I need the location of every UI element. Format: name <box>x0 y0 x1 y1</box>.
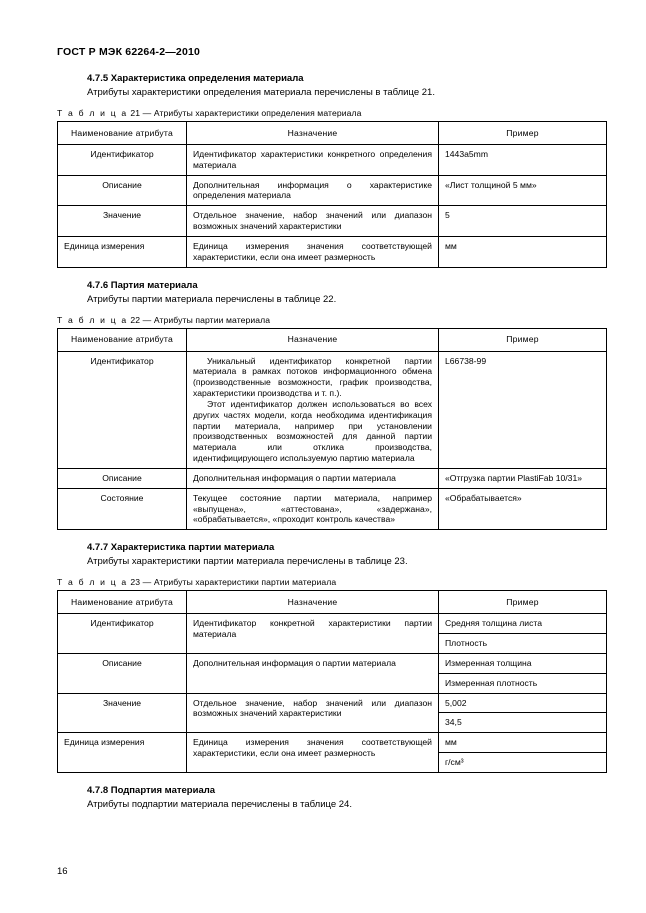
table-23 <box>57 590 607 773</box>
table-row <box>58 145 607 176</box>
table-row <box>58 653 607 673</box>
cell-attribute-example: мм <box>439 733 607 753</box>
table-row <box>58 468 607 488</box>
table-21 <box>57 121 607 268</box>
column-header-example: Пример <box>439 122 607 145</box>
clause-intro-4-7-8: Атрибуты подпартии материала перечислены в таблице 24. <box>87 798 352 810</box>
table-caption-text: — Атрибуты партии материала <box>142 314 271 325</box>
table-caption-21 <box>57 108 591 118</box>
table-row <box>58 206 607 237</box>
table-caption-23 <box>57 577 591 587</box>
cell-attribute-purpose: Идентификатор конкретной характеристики партии материала <box>187 614 439 654</box>
cell-attribute-purpose: Отдельное значение, набор значений или диапазон возможных значений характеристики <box>187 693 439 733</box>
table-row <box>58 488 607 529</box>
cell-attribute-example: Плотность <box>439 634 607 654</box>
column-header-name: Наименование атрибута <box>58 591 187 614</box>
table-caption-number: 21 <box>130 108 141 118</box>
cell-attribute-name: Значение <box>58 206 187 237</box>
cell-attribute-name: Описание <box>58 468 187 488</box>
purpose-paragraph-1: Уникальный идентификатор конкретной партии материала в рамках потоков информационного обмена (производственные возможности, график производства, характеристики производства и т. п.). <box>193 355 432 399</box>
column-header-example: Пример <box>439 328 607 351</box>
clause-intro-4-7-6: Атрибуты партии материала перечислены в таблице 22. <box>87 293 337 305</box>
page-number: 16 <box>57 866 68 877</box>
table-row <box>58 614 607 634</box>
column-header-example: Пример <box>439 591 607 614</box>
cell-attribute-example: 5,002 <box>439 693 607 713</box>
table-caption-text: — Атрибуты характеристики определения материала <box>142 108 362 118</box>
table-row <box>58 351 607 468</box>
cell-attribute-example: Средняя толщина листа <box>439 614 607 634</box>
cell-attribute-example: «Обрабатывается» <box>439 488 607 529</box>
table-caption-prefix: Т а б л и ц а <box>57 108 128 118</box>
cell-attribute-example: г/см³ <box>439 753 607 773</box>
cell-attribute-example: «Лист толщиной 5 мм» <box>439 175 607 206</box>
table-caption-prefix: Т а б л и ц а <box>57 577 128 588</box>
clause-heading-4-7-6: 4.7.6 Партия материала <box>87 279 198 291</box>
table-row <box>58 175 607 206</box>
cell-attribute-purpose: Дополнительная информация о характеристике определения материала <box>187 175 439 206</box>
cell-attribute-purpose: Текущее состояние партии материала, например «выпущена», «аттестована», «задержана», «обрабатывается», «проходит контроль качества» <box>187 488 439 529</box>
clause-heading-4-7-8: 4.7.8 Подпартия материала <box>87 784 216 796</box>
cell-attribute-name: Единица измерения <box>58 733 187 773</box>
cell-attribute-purpose: Единица измерения значения соответствующей характеристики, если она имеет размерность <box>187 236 439 267</box>
cell-attribute-example: Измеренная толщина <box>439 653 607 673</box>
table-row <box>58 733 607 753</box>
column-header-name: Наименование атрибута <box>58 328 187 351</box>
cell-attribute-example: «Отгрузка партии PlastiFab 10/31» <box>439 468 607 488</box>
cell-attribute-name: Идентификатор <box>58 145 187 176</box>
cell-attribute-name: Состояние <box>58 488 187 529</box>
table-header-row <box>58 591 607 614</box>
clause-intro-4-7-7: Атрибуты характеристики партии материала перечислены в таблице 23. <box>87 556 408 568</box>
column-header-name: Наименование атрибута <box>58 122 187 145</box>
table-caption-prefix: Т а б л и ц а <box>57 314 128 325</box>
cell-attribute-purpose: Отдельное значение, набор значений или диапазон возможных значений характеристики <box>187 206 439 237</box>
cell-attribute-purpose: Единица измерения значения соответствующей характеристики, если она имеет размерность <box>187 733 439 773</box>
cell-attribute-name: Единица измерения <box>58 236 187 267</box>
column-header-purpose: Назначение <box>187 122 439 145</box>
cell-attribute-example: 5 <box>439 206 607 237</box>
table-caption-number: 22 <box>130 314 141 325</box>
cell-attribute-example: 1443a5mm <box>439 145 607 176</box>
column-header-purpose: Назначение <box>187 328 439 351</box>
cell-attribute-name: Идентификатор <box>58 614 187 654</box>
clause-heading-4-7-5: 4.7.5 Характеристика определения материала <box>87 73 304 84</box>
cell-attribute-example: 34,5 <box>439 713 607 733</box>
table-caption-22 <box>57 315 591 325</box>
column-header-purpose: Назначение <box>187 591 439 614</box>
table-22 <box>57 328 607 531</box>
page-header: ГОСТ Р МЭК 62264-2—2010 <box>57 46 201 58</box>
page-content <box>57 73 591 820</box>
table-header-row <box>58 122 607 145</box>
clause-heading-4-7-7: 4.7.7 Характеристика партии материала <box>87 542 275 554</box>
cell-attribute-purpose: Дополнительная информация о партии материала <box>187 653 439 693</box>
cell-attribute-name: Описание <box>58 175 187 206</box>
table-caption-text: — Атрибуты характеристики партии материала <box>142 577 337 588</box>
cell-attribute-purpose: Дополнительная информация о партии материала <box>187 468 439 488</box>
cell-attribute-example: Измеренная плотность <box>439 673 607 693</box>
cell-attribute-purpose: Идентификатор характеристики конкретного определения материала <box>187 145 439 176</box>
cell-attribute-name: Описание <box>58 653 187 693</box>
cell-attribute-example: L66738-99 <box>439 351 607 468</box>
cell-attribute-example: мм <box>439 236 607 267</box>
table-caption-number: 23 <box>130 577 141 588</box>
table-row <box>58 236 607 267</box>
purpose-paragraph-2: Этот идентификатор должен использоваться во всех других частях модели, когда необходима идентификация партии материала, например при установлении производственных возможностей для данной партии материала или отклика производства, идентифицирующего используемую партию материала <box>193 398 432 464</box>
cell-attribute-name: Значение <box>58 693 187 733</box>
table-header-row <box>58 328 607 351</box>
cell-attribute-name: Идентификатор <box>58 351 187 468</box>
table-row <box>58 693 607 713</box>
clause-intro-4-7-5: Атрибуты характеристики определения материала перечислены в таблице 21. <box>87 87 435 98</box>
cell-attribute-purpose <box>187 351 439 468</box>
